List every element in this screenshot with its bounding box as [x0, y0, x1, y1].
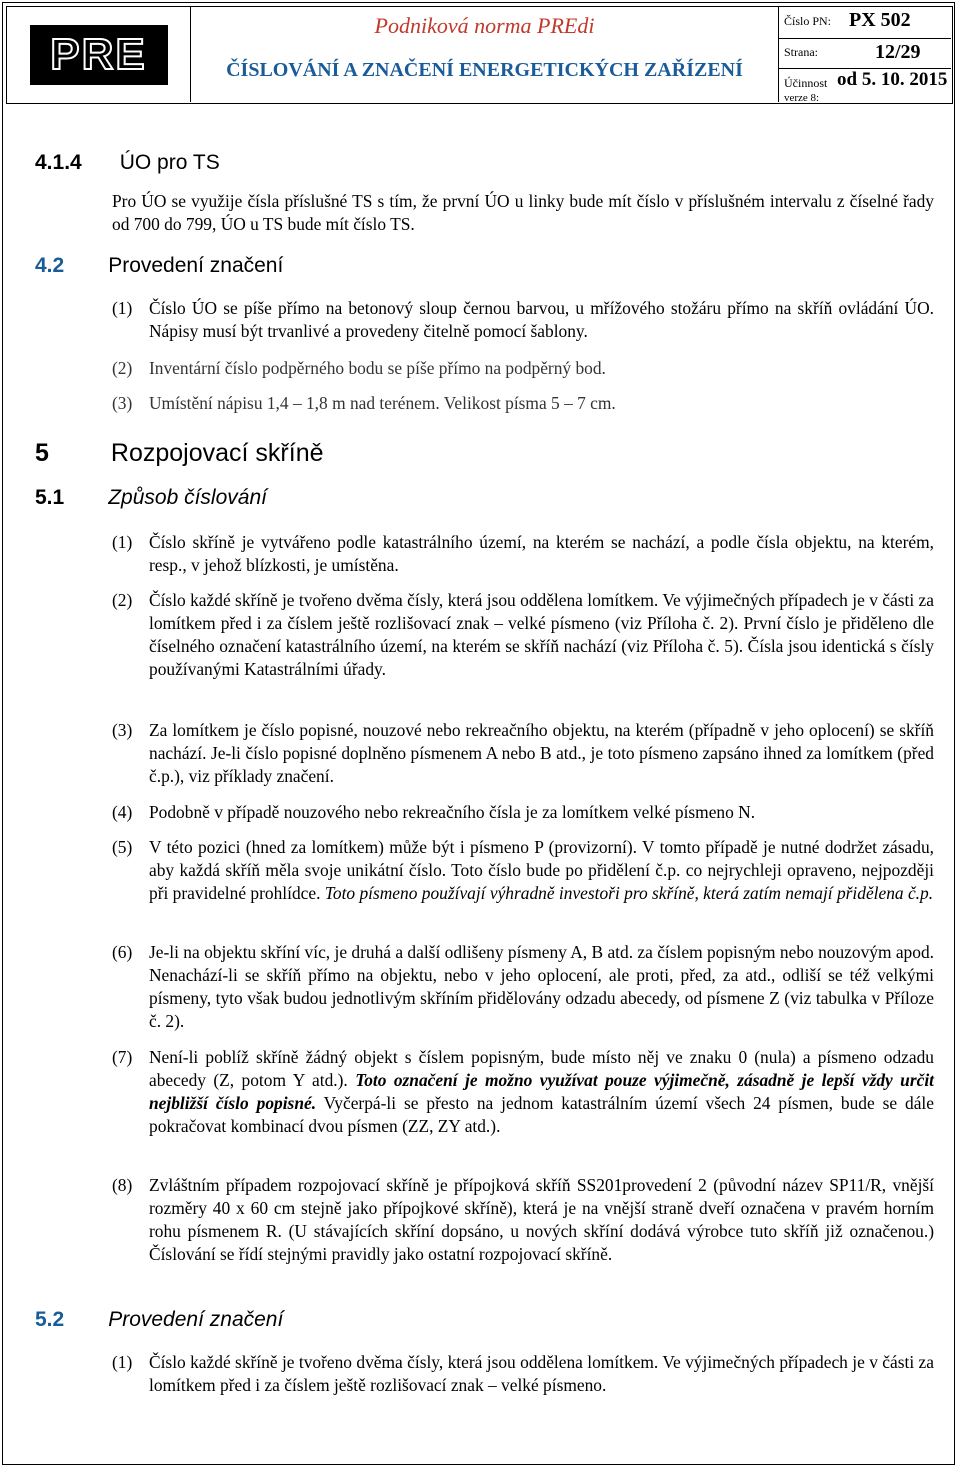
item-text: Zvláštním případem rozpojovací skříně je přípojková skříň SS201provedení 2 (původní název SP11/R, vnější rozměry 40 x 60 cm stejně jako přípojkové skříně), která je na vnější straně dveří označena v pravém horním rohu písmenem R. (U stávajících skříní dopsáno, u nových skříní dodává výrobce tuto skříň již označenou.) Číslování se řídí stejnými pravidly jako ostatní rozpojovací skříně. — [149, 1175, 934, 1264]
strana-value: 12/29 — [875, 41, 921, 63]
item-text-after: Vyčerpá-li se přesto na jednom katastrálním území všech 24 písmen, bude se dále pokračovat kombinací dvou písmen (ZZ, ZY atd.). — [149, 1093, 934, 1136]
heading-5 — [35, 439, 324, 468]
heading-title: Provedení značení — [108, 254, 284, 277]
heading-number: 5.1 — [35, 486, 65, 509]
norm-label: Podniková norma PREdi — [374, 13, 595, 38]
item-text: Podobně v případě nouzového nebo rekreačního čísla je za lomítkem velké písmeno N. — [149, 802, 756, 822]
strana-row — [779, 38, 951, 69]
heading-title: ÚO pro TS — [119, 151, 220, 174]
item-text-italic: Toto písmeno používají výhradně investoři pro skříně, která zatím nemají přidělena č.p. — [324, 883, 934, 903]
item-text: Umístění nápisu 1,4 – 1,8 m nad terénem. Velikost písma 5 – 7 cm. — [149, 393, 616, 413]
item-text: Číslo každé skříně je tvořeno dvěma čísly, která jsou oddělena lomítkem. Ve výjimečných případech je v části za lomítkem před i za číslem ještě rozlišovací znak – velké písmeno. — [149, 1352, 934, 1395]
heading-number: 4.2 — [35, 254, 65, 277]
item-text: Číslo každé skříně je tvořeno dvěma čísly, která jsou oddělena lomítkem. Ve výjimečných případech je v části za lomítkem před i za číslem ještě rozlišovací znak – velké písmeno (viz Příloha č. 2). První číslo je přiděleno dle číselného označení katastrálního území, na kterém se skříň nachází (viz Příloha č. 5). Čísla jsou identická s čísly používanými Katastrálními úřady. — [149, 590, 934, 679]
item-text-bold-italic: Toto označení je možno využívat pouze výjimečně, zásadně je lepší vždy určit nejbližší číslo popisné. — [149, 1070, 934, 1113]
cislo-value: PX 502 — [849, 9, 911, 31]
item-number: (5) — [112, 837, 133, 857]
cislo-row — [779, 7, 951, 39]
paragraph-4-1-4: Pro ÚO se využije čísla příslušné TS s tím, že první ÚO u linky bude mít číslo v příslušném intervalu z číselné řady od 700 do 799, ÚO u TS bude mít číslo TS. — [112, 191, 934, 234]
document-header — [6, 6, 953, 104]
heading-4-2 — [35, 254, 283, 278]
heading-4-1-4 — [35, 151, 220, 175]
verze-label: verze 8: — [784, 92, 820, 104]
item-number: (7) — [112, 1047, 133, 1067]
item-text: Je-li na objektu skříní víc, je druhá a další odlišeny písmeny A, B atd. za číslem popisným nebo nouzovým apod. Nenachází-li se skříň přímo na objektu, nebo v jeho oplocení, ale proti, před, za atd., odliší se též velkými písmeny, tyto však budou jednotlivým skříním přidělovány odzadu abecedy, od písmene Z (viz tabulka v Příloze č. 2). — [149, 942, 934, 1031]
item-number: (8) — [112, 1175, 133, 1195]
item-text — [149, 836, 934, 905]
heading-5-1 — [35, 486, 267, 510]
heading-title: Způsob číslování — [108, 486, 267, 509]
item-text — [149, 1046, 934, 1138]
item-number: (3) — [112, 393, 133, 413]
item-text-regular: Není-li poblíž skříně žádný objekt s číslem popisným, bude místo něj ve znaku 0 (nula) a písmeno odzadu abecedy (Z, potom Y atd.). — [149, 1047, 934, 1090]
item-number: (2) — [112, 590, 133, 610]
item-number: (4) — [112, 802, 133, 822]
item-number: (1) — [112, 298, 133, 318]
document-title: ČÍSLOVÁNÍ A ZNAČENÍ ENERGETICKÝCH ZAŘÍZENÍ — [226, 59, 743, 81]
item-number: (2) — [112, 358, 133, 378]
strana-label: Strana: — [784, 45, 818, 59]
cislo-label: Číslo PN: — [784, 14, 832, 28]
item-number: (1) — [112, 1352, 133, 1372]
header-title-cell — [191, 7, 779, 102]
item-number: (3) — [112, 720, 133, 740]
heading-title: Provedení značení — [108, 1308, 284, 1331]
heading-number: 4.1.4 — [35, 151, 82, 174]
ucinnost-row — [779, 68, 951, 102]
heading-title: Rozpojovací skříně — [110, 439, 324, 467]
heading-number: 5 — [35, 439, 49, 467]
ucinnost-label: Účinnost — [784, 76, 828, 90]
logo-cell — [7, 7, 191, 102]
logo-text: PRE — [50, 29, 147, 79]
item-text: Inventární číslo podpěrného bodu se píše přímo na podpěrný bod. — [149, 358, 606, 378]
heading-number: 5.2 — [35, 1308, 65, 1331]
item-text-regular: V této pozici (hned za lomítkem) může být i písmeno P (provizorní). V tomto případě je nutné dodržet zásadu, aby každá skříň měla svoje unikátní číslo. Toto číslo bude po přidělení č.p. co nejrychleji opraveno, nejpozději při pravidelné prohlídce. — [149, 837, 934, 903]
heading-5-2 — [35, 1308, 283, 1332]
item-number: (1) — [112, 532, 133, 552]
ucinnost-value: od 5. 10. 2015 — [837, 69, 948, 90]
item-number: (6) — [112, 942, 133, 962]
header-meta-cell — [779, 7, 951, 102]
item-text: Číslo skříně je vytvářeno podle katastrálního území, na kterém se nachází, a podle čísla objektu, na kterém, resp., v jehož blízkosti, je umístěna. — [149, 532, 934, 575]
item-text: Za lomítkem je číslo popisné, nouzové nebo rekreačního objektu, na kterém (případně v jeho oplocení) se skříň nachází. Je-li číslo popisné doplněno písmenem A nebo B atd., je toto písmeno zapsáno ihned za lomítkem (před č.p.), viz příklady značení. — [149, 720, 934, 786]
item-text: Číslo ÚO se píše přímo na betonový sloup černou barvou, u mřížového stožáru přímo na skříň ovládání ÚO. Nápisy musí být trvanlivé a provedeny čitelně pomocí šablony. — [149, 298, 934, 341]
pre-logo — [30, 25, 168, 85]
